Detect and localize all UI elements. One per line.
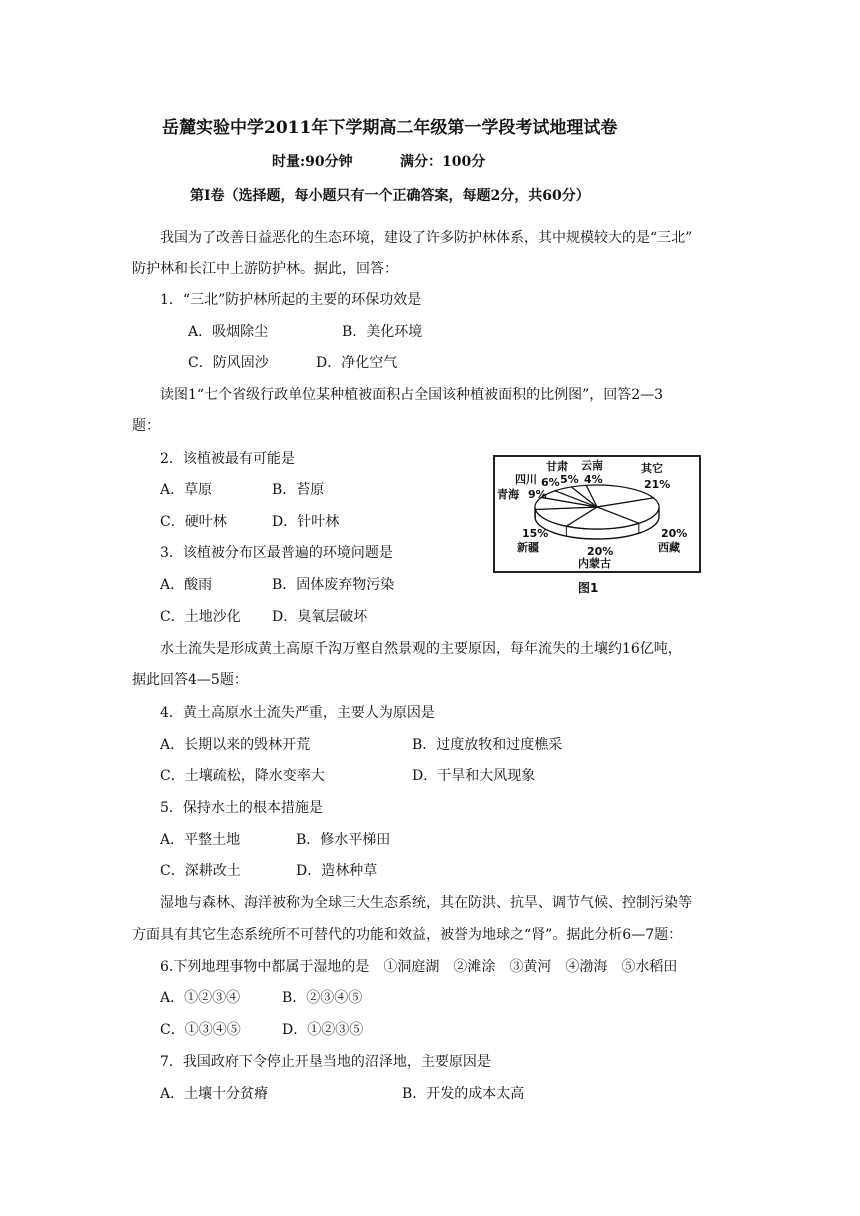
- option-a: A．土壤十分贫瘠: [160, 1086, 269, 1102]
- option-a: A．吸烟除尘: [188, 324, 269, 340]
- pie-label-xizang: 西藏: [658, 541, 680, 554]
- intro-paragraph: 防护林和长江中上游防护林。据此，回答：: [132, 261, 398, 277]
- option-d: D．臭氧层破坏: [272, 609, 368, 625]
- pie-value-other: 21%: [644, 478, 671, 491]
- figure-caption: 图1: [578, 581, 599, 595]
- option-c: C．深耕改土: [160, 863, 241, 879]
- intro-paragraph: 水土流失是形成黄土高原千沟万壑自然景观的主要原因，每年流失的土壤约16亿吨，: [160, 641, 682, 657]
- pie-value-qinghai: 9%: [528, 488, 547, 501]
- intro-paragraph: 题：: [132, 418, 160, 434]
- pie-label-qinghai: 青海: [497, 488, 519, 501]
- pie-label-yunnan: 云南: [581, 459, 603, 472]
- option-c: C．土壤疏松，降水变率大: [160, 768, 325, 784]
- question-stem: 7．我国政府下令停止开垦当地的沼泽地，主要原因是: [160, 1054, 491, 1070]
- option-d: D．造林种草: [296, 863, 378, 879]
- pie-label-sichuan: 四川: [515, 473, 537, 486]
- pie-label-neimenggu: 内蒙古: [578, 557, 611, 570]
- pie-value-sichuan: 6%: [541, 476, 560, 489]
- option-b: B．过度放牧和过度樵采: [412, 737, 563, 753]
- option-b: B．苔原: [272, 482, 325, 498]
- question-stem: 6.下列地理事物中都属于湿地的是 ①洞庭湖 ②滩涂 ③黄河 ④渤海 ⑤水稻田: [160, 959, 678, 975]
- pie-chart-figure: [493, 455, 701, 573]
- pie-label-other: 其它: [641, 462, 663, 475]
- pie-value-gansu: 5%: [560, 473, 579, 486]
- exam-score: 满分：100分: [400, 154, 486, 170]
- question-stem: 1．“三北”防护林所起的主要的环保功效是: [160, 292, 422, 308]
- option-d: D．净化空气: [316, 355, 398, 371]
- option-c: C．防风固沙: [188, 355, 269, 371]
- option-d: D．①②③⑤: [282, 1022, 364, 1038]
- pie-value-xizang: 20%: [661, 527, 688, 540]
- intro-paragraph: 湿地与森林、海洋被称为全球三大生态系统，其在防洪、抗旱、调节气候、控制污染等: [160, 895, 692, 911]
- option-a: A．①②③④: [160, 990, 241, 1006]
- question-stem: 4．黄土高原水土流失严重，主要人为原因是: [160, 705, 435, 721]
- option-b: B．固体废弃物污染: [272, 577, 395, 593]
- question-stem: 5．保持水土的根本措施是: [160, 800, 323, 816]
- question-stem: 2．该植被最有可能是: [160, 451, 295, 467]
- option-b: B．修水平梯田: [296, 832, 391, 848]
- option-a: A．酸雨: [160, 577, 213, 593]
- pie-value-xinjiang: 15%: [522, 527, 549, 540]
- pie-label-xinjiang: 新疆: [517, 541, 539, 554]
- option-a: A．长期以来的毁林开荒: [160, 737, 311, 753]
- option-c: C．①③④⑤: [160, 1022, 241, 1038]
- question-stem: 3．该植被分布区最普遍的环境问题是: [160, 545, 393, 561]
- exam-time: 时量:90分钟: [272, 154, 353, 170]
- intro-paragraph: 方面具有其它生态系统所不可替代的功能和效益，被誉为地球之“肾”。据此分析6—7题：: [132, 927, 683, 943]
- option-b: B．美化环境: [342, 324, 423, 340]
- option-c: C．土地沙化: [160, 609, 241, 625]
- option-d: D．干旱和大风现象: [412, 768, 536, 784]
- section-heading: 第Ⅰ卷（选择题，每小题只有一个正确答案，每题2分，共60分）: [190, 188, 590, 204]
- intro-paragraph: 据此回答4—5题：: [132, 672, 248, 688]
- option-d: D．针叶林: [272, 514, 340, 530]
- option-b: B．②③④⑤: [282, 990, 363, 1006]
- option-a: A．平整土地: [160, 832, 241, 848]
- pie-value-yunnan: 4%: [584, 473, 603, 486]
- option-a: A．草原: [160, 482, 213, 498]
- option-c: C．硬叶林: [160, 514, 227, 530]
- intro-paragraph: 我国为了改善日益恶化的生态环境，建设了许多防护林体系，其中规模较大的是“三北”: [160, 230, 693, 246]
- option-b: B．开发的成本太高: [402, 1086, 525, 1102]
- exam-title: 岳麓实验中学2011年下学期高二年级第一学段考试地理试卷: [162, 118, 618, 138]
- pie-value-neimenggu: 20%: [587, 545, 614, 558]
- pie-label-gansu: 甘肃: [546, 460, 568, 473]
- intro-paragraph: 读图1“七个省级行政单位某种植被面积占全国该种植被面积的比例图”，回答2—3: [160, 387, 664, 403]
